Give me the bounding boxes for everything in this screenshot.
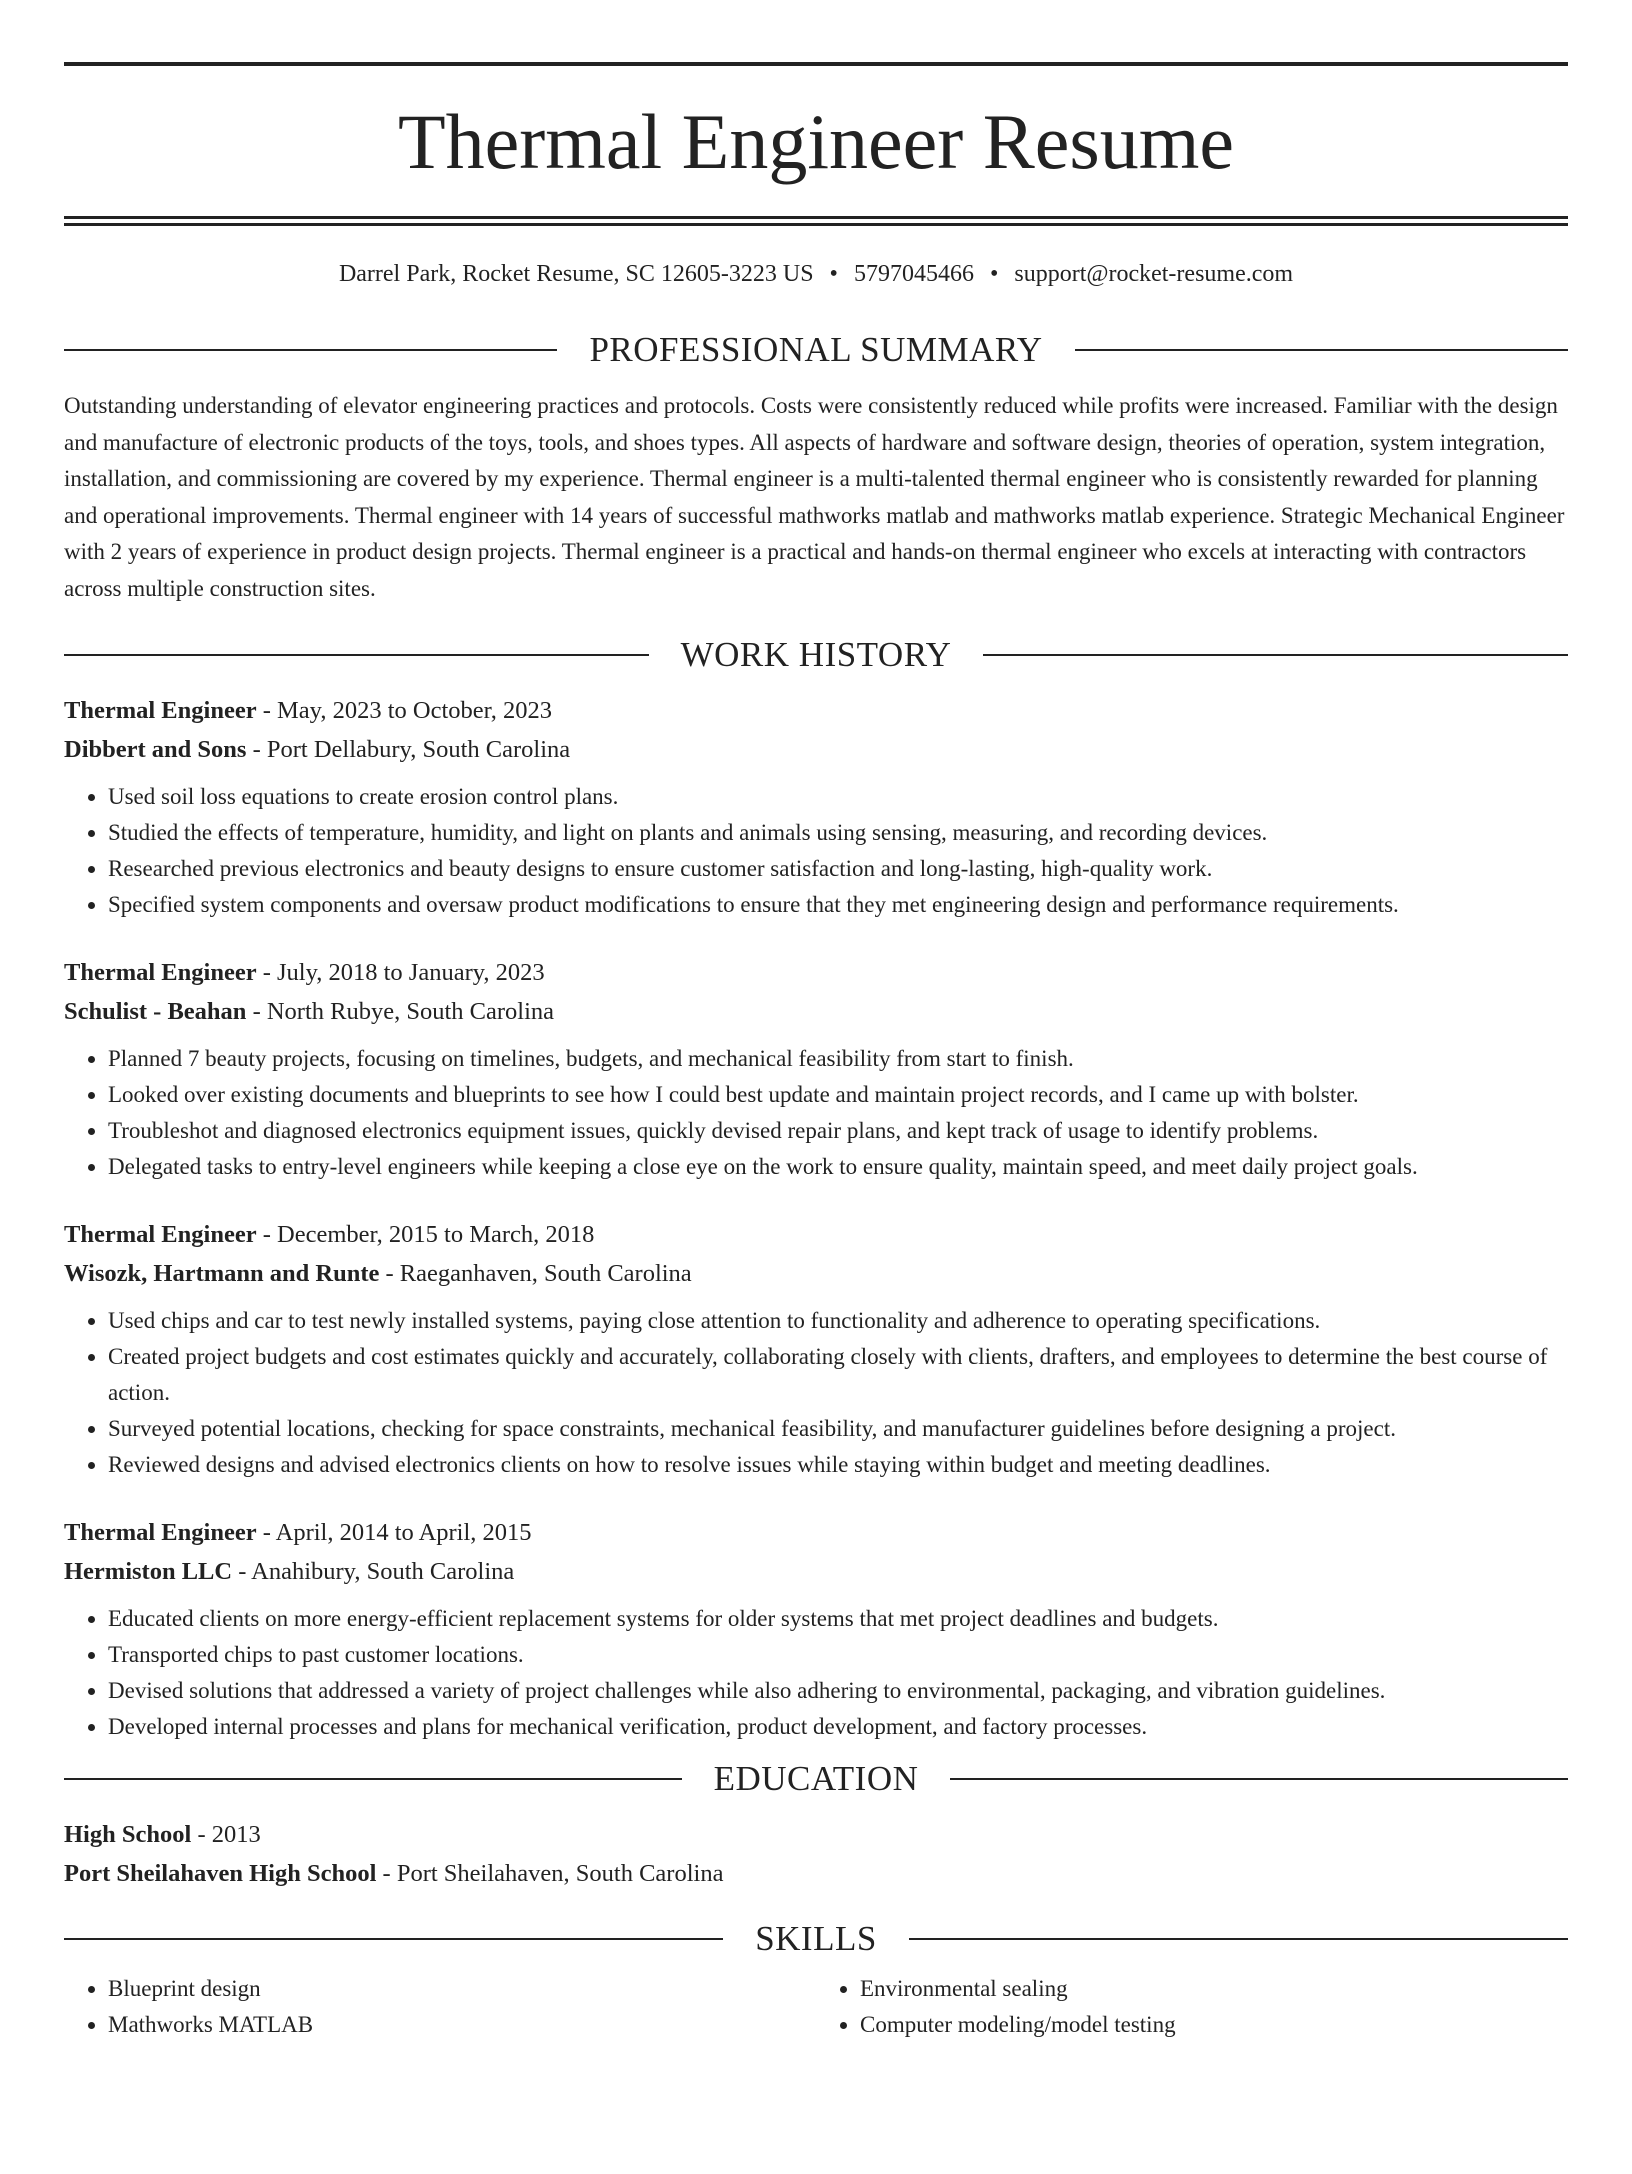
work-section-heading	[64, 635, 1568, 675]
job-role: Thermal Engineer	[64, 697, 257, 724]
job-company: Schulist - Beahan	[64, 998, 247, 1025]
job-bullets	[64, 1303, 1568, 1483]
job-title-line	[64, 953, 1568, 992]
contact-email: support@rocket-resume.com	[1014, 261, 1294, 287]
skills-list	[64, 1971, 1568, 2043]
job-dates: - April, 2014 to April, 2015	[256, 1519, 532, 1546]
job-role: Thermal Engineer	[64, 1221, 257, 1248]
job-bullet: • Planned 7 beauty projects, focusing on timelines, budgets, and mechanical feasibility from start to finish.	[108, 1041, 1568, 1077]
job-company-line	[64, 1552, 1568, 1591]
job-bullet: • Transported chips to past customer locations.	[108, 1637, 1568, 1673]
skill-item: • Mathworks MATLAB	[108, 2007, 816, 2043]
job-company: Wisozk, Hartmann and Runte	[64, 1260, 380, 1287]
heading-rule-left	[64, 654, 649, 656]
job-title-line	[64, 1215, 1568, 1254]
job-bullets	[64, 1601, 1568, 1745]
job-bullet: • Used chips and car to test newly installed systems, paying close attention to functionality and adherence to operating specifications.	[108, 1303, 1568, 1339]
education-degree-line	[64, 1815, 1568, 1854]
heading-rule-right	[983, 654, 1568, 656]
skills-column-left	[64, 1971, 816, 2043]
top-rule	[64, 62, 1568, 66]
job-bullet: • Researched previous electronics and beauty designs to ensure customer satisfaction and long-lasting, high-quality work.	[108, 851, 1568, 887]
job-location: - Raeganhaven, South Carolina	[379, 1260, 692, 1287]
job-bullet: • Troubleshot and diagnosed electronics equipment issues, quickly devised repair plans, and kept track of usage to identify problems.	[108, 1113, 1568, 1149]
job-role: Thermal Engineer	[64, 1519, 257, 1546]
job-company: Hermiston LLC	[64, 1558, 233, 1585]
education-school-line	[64, 1854, 1568, 1893]
job-company: Dibbert and Sons	[64, 736, 247, 763]
contact-line	[64, 258, 1568, 290]
job-bullet: • Reviewed designs and advised electronics clients on how to resolve issues while staying within budget and meeting deadlines.	[108, 1447, 1568, 1483]
job-bullet: • Looked over existing documents and blueprints to see how I could best update and maintain project records, and I came up with bolster.	[108, 1077, 1568, 1113]
heading-rule-left	[64, 1938, 723, 1940]
education-entry	[64, 1815, 1568, 1893]
job-bullets	[64, 1041, 1568, 1185]
education-degree: High School	[64, 1821, 192, 1848]
title-double-rule	[64, 216, 1568, 226]
job-bullet: • Created project budgets and cost estimates quickly and accurately, collaborating closely with clients, drafters, and employees to determine the best course of action.	[108, 1339, 1568, 1411]
job-bullet: • Studied the effects of temperature, humidity, and light on plants and animals using sensing, measuring, and recording devices.	[108, 815, 1568, 851]
job-location: - Port Dellabury, South Carolina	[246, 736, 571, 763]
summary-section-heading	[64, 330, 1568, 370]
skills-heading: SKILLS	[755, 1919, 877, 1958]
job-bullet: • Devised solutions that addressed a variety of project challenges while also adhering to environmental, packaging, and vibration guidelines.	[108, 1673, 1568, 1709]
job-bullet: • Specified system components and oversaw product modifications to ensure that they met engineering design and performance requirements.	[108, 887, 1568, 923]
education-year: - 2013	[191, 1821, 261, 1848]
job-entry	[64, 953, 1568, 1185]
job-dates: - December, 2015 to March, 2018	[256, 1221, 595, 1248]
job-entry	[64, 1513, 1568, 1745]
job-bullet: • Delegated tasks to entry-level engineers while keeping a close eye on the work to ensure quality, maintain speed, and meet daily project goals.	[108, 1149, 1568, 1185]
job-bullet: • Educated clients on more energy-efficient replacement systems for older systems that met project deadlines and budgets.	[108, 1601, 1568, 1637]
education-section-heading	[64, 1759, 1568, 1799]
skills-section-heading	[64, 1919, 1568, 1959]
summary-heading: PROFESSIONAL SUMMARY	[589, 330, 1043, 369]
job-location: - North Rubye, South Carolina	[246, 998, 555, 1025]
resume-title: Thermal Engineer Resume	[397, 98, 1235, 185]
job-role: Thermal Engineer	[64, 959, 257, 986]
heading-rule-right	[1075, 349, 1568, 351]
job-title-line	[64, 1513, 1568, 1552]
job-bullet: • Surveyed potential locations, checking for space constraints, mechanical feasibility, and manufacturer guidelines before designing a project.	[108, 1411, 1568, 1447]
job-company-line	[64, 992, 1568, 1031]
job-entry	[64, 1215, 1568, 1483]
job-bullet: • Developed internal processes and plans for mechanical verification, product development, and factory processes.	[108, 1709, 1568, 1745]
heading-rule-left	[64, 349, 557, 351]
skill-item: • Blueprint design	[108, 1971, 816, 2007]
job-company-line	[64, 1254, 1568, 1293]
work-heading: WORK HISTORY	[680, 635, 952, 674]
work-history-list	[64, 691, 1568, 1745]
summary-text: Outstanding understanding of elevator engineering practices and protocols. Costs were consistently reduced while profits were increased. Familiar with the design and manufacture of electronic products of the toys, tools, and shoes types. All aspects of hardware and software design, theories of operation, system integration, installation, and commissioning are covered by my experience. Thermal engineer is a multi-talented thermal engineer who is consistently rewarded for planning and operational improvements. Thermal engineer with 14 years of successful mathworks matlab and mathworks matlab experience. Strategic Mechanical Engineer with 2 years of experience in product design projects. Thermal engineer is a practical and hands-on thermal engineer who excels at interacting with contractors across multiple construction sites.	[64, 393, 1565, 601]
job-title-line	[64, 691, 1568, 730]
job-dates: - July, 2018 to January, 2023	[256, 959, 545, 986]
contact-phone: 5797045466	[853, 261, 974, 287]
skill-item: • Computer modeling/model testing	[860, 2007, 1568, 2043]
skill-item: • Environmental sealing	[860, 1971, 1568, 2007]
job-bullet: • Used soil loss equations to create erosion control plans.	[108, 779, 1568, 815]
contact-address: Darrel Park, Rocket Resume, SC 12605-3223 US	[338, 261, 814, 287]
job-company-line	[64, 730, 1568, 769]
job-entry	[64, 691, 1568, 923]
heading-rule-right	[950, 1778, 1568, 1780]
heading-rule-right	[909, 1938, 1568, 1940]
education-location: - Port Sheilahaven, South Carolina	[376, 1860, 724, 1887]
skills-column-right	[816, 1971, 1568, 2043]
job-bullets	[64, 779, 1568, 923]
education-school: Port Sheilahaven High School	[64, 1860, 377, 1887]
job-dates: - May, 2023 to October, 2023	[256, 697, 553, 724]
job-location: - Anahibury, South Carolina	[232, 1558, 515, 1585]
contact-separator: •	[829, 261, 838, 287]
resume-page	[0, 62, 1632, 2174]
heading-rule-left	[64, 1778, 682, 1780]
contact-separator: •	[989, 261, 999, 287]
education-heading: EDUCATION	[713, 1759, 919, 1798]
